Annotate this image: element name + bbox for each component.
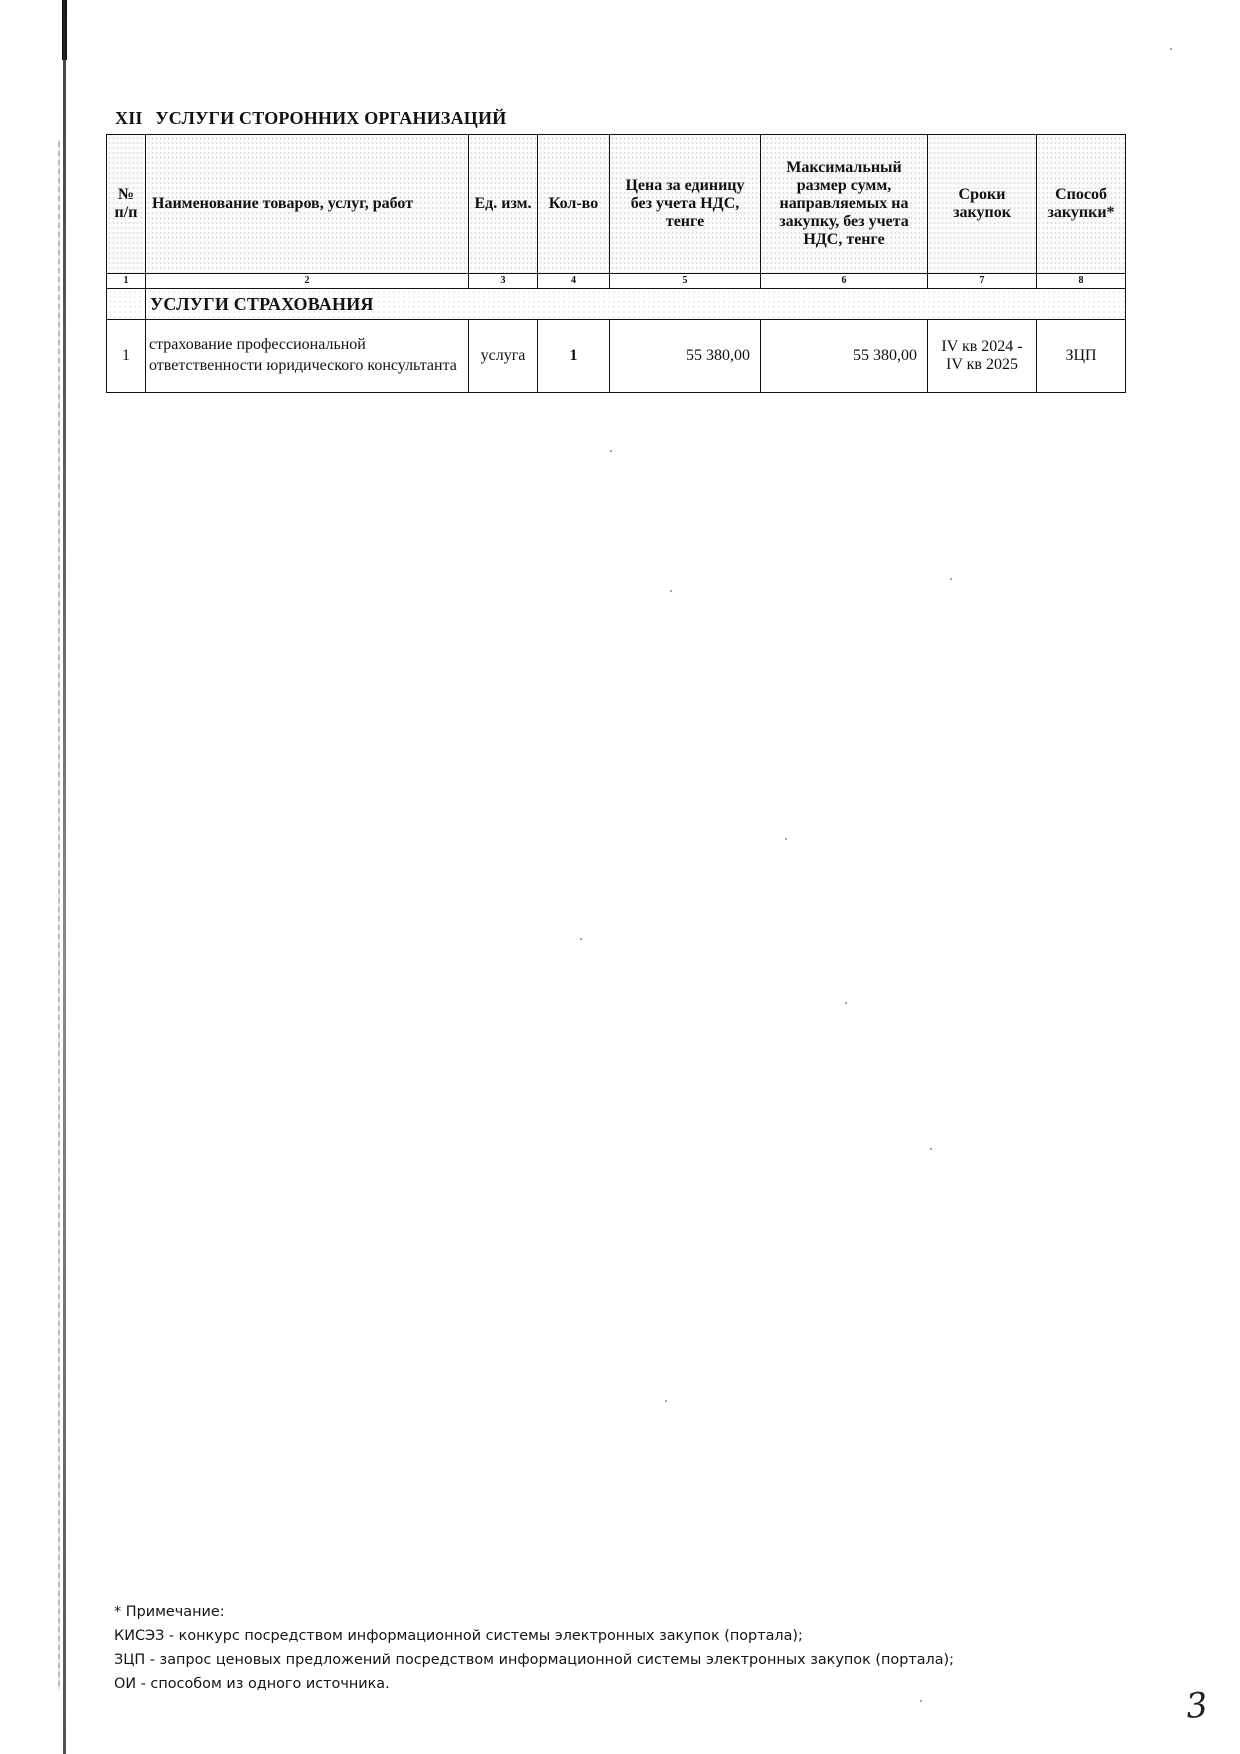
- scan-speck: [665, 1400, 667, 1402]
- column-number: 2: [146, 274, 469, 289]
- header-max-amount: Максимальный размер сумм, направляемых на закупку, без учета НДС, тенге: [761, 135, 928, 274]
- header-unit-price: Цена за единицу без учета НДС, тенге: [610, 135, 761, 274]
- column-number: 6: [761, 274, 928, 289]
- section-heading: [115, 108, 506, 129]
- scan-speck: [930, 1148, 932, 1150]
- header-period: Сроки закупок: [928, 135, 1037, 274]
- section-title: УСЛУГИ СТОРОННИХ ОРГАНИЗАЦИЙ: [155, 108, 507, 128]
- footnote-line: КИСЭЗ - конкурс посредством информационной системы электронных закупок (портала);: [114, 1628, 803, 1644]
- table-header-row: [107, 135, 1126, 274]
- row-method: ЗЦП: [1037, 320, 1126, 393]
- column-number-row: [107, 274, 1126, 289]
- header-name: Наименование товаров, услуг, работ: [146, 135, 469, 274]
- header-unit: Ед. изм.: [469, 135, 538, 274]
- column-number: 1: [107, 274, 146, 289]
- footnote-line: ОИ - способом из одного источника.: [114, 1676, 390, 1692]
- column-number: 7: [928, 274, 1037, 289]
- row-unit: услуга: [469, 320, 538, 393]
- row-max-amount: 55 380,00: [761, 320, 928, 393]
- column-number: 4: [538, 274, 610, 289]
- row-no: 1: [107, 320, 146, 393]
- footnote-line: ЗЦП - запрос ценовых предложений посредством информационной системы электронных закупок (портала);: [114, 1652, 955, 1668]
- procurement-table: [106, 134, 1126, 393]
- page-number: 3: [1183, 1684, 1210, 1728]
- section-number: XII: [115, 108, 143, 128]
- row-qty: 1: [538, 320, 610, 393]
- footnote: [114, 1600, 954, 1696]
- row-period: IV кв 2024 - IV кв 2025: [928, 320, 1037, 393]
- row-name: страхование профессиональной ответственности юридического консультанта: [146, 320, 469, 393]
- scan-speck: [1170, 48, 1172, 50]
- scan-speck: [950, 578, 952, 580]
- column-number: 3: [469, 274, 538, 289]
- footnote-title: * Примечание:: [114, 1604, 225, 1620]
- header-no: № п/п: [107, 135, 146, 274]
- group-title: УСЛУГИ СТРАХОВАНИЯ: [146, 289, 1126, 320]
- row-unit-price: 55 380,00: [610, 320, 761, 393]
- group-row: [107, 289, 1126, 320]
- binding-edge: [63, 0, 66, 1754]
- scan-speck: [845, 1002, 847, 1004]
- scan-speck: [670, 590, 672, 592]
- scan-artifacts: [58, 140, 60, 1690]
- table-row: [107, 320, 1126, 393]
- column-number: 8: [1037, 274, 1126, 289]
- column-number: 5: [610, 274, 761, 289]
- scan-speck: [610, 450, 612, 452]
- scan-speck: [785, 838, 787, 840]
- scan-speck: [920, 1700, 922, 1702]
- header-method: Способ закупки*: [1037, 135, 1126, 274]
- scan-speck: [580, 938, 582, 940]
- header-qty: Кол-во: [538, 135, 610, 274]
- group-spacer: [107, 289, 146, 320]
